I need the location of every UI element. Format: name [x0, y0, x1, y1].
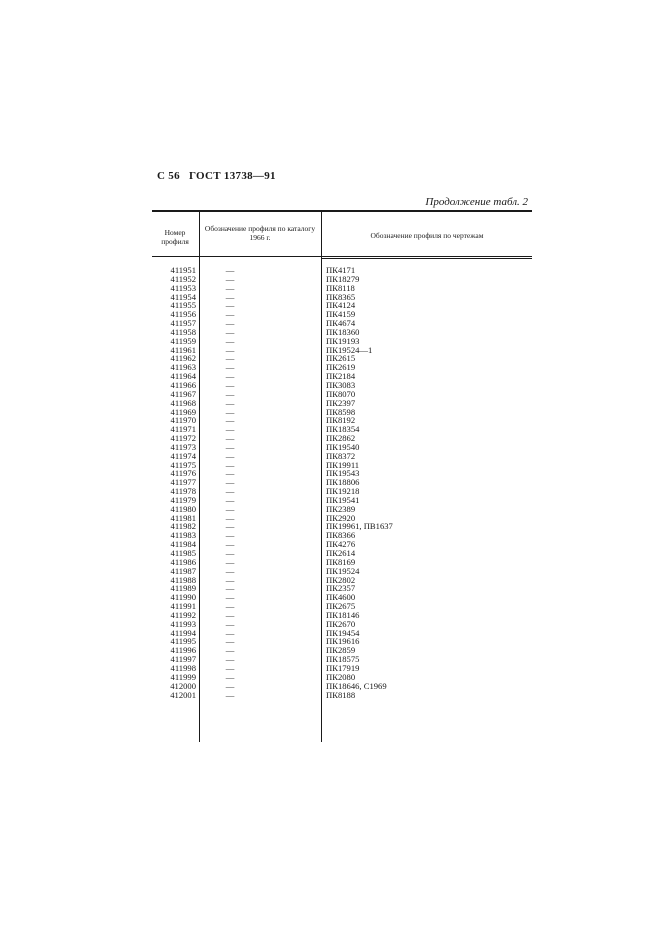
- drawing-designation: ПК4124: [326, 300, 356, 311]
- drawing-designation: ПК2862: [326, 433, 356, 444]
- page-number: С 56: [157, 170, 180, 182]
- drawing-designation: ПК8372: [326, 450, 356, 461]
- catalog-1966-designation: —: [225, 406, 235, 417]
- catalog-1966-designation: —: [225, 618, 235, 629]
- catalog-1966-designation: —: [225, 521, 235, 532]
- drawing-designation: ПК2184: [326, 371, 356, 382]
- catalog-1966-designation: —: [225, 654, 235, 665]
- profile-number: 411999: [170, 671, 196, 682]
- drawing-designation: ПК8188: [326, 689, 356, 700]
- catalog-1966-designation: —: [225, 433, 235, 444]
- profile-number: 411979: [170, 494, 196, 505]
- profile-number: 411976: [170, 468, 196, 479]
- catalog-1966-designation: —: [225, 503, 235, 514]
- table-header-rule: [152, 256, 532, 257]
- profile-number: 411988: [170, 574, 196, 585]
- catalog-1966-designation: —: [225, 548, 235, 558]
- drawing-designation: ПК8070: [326, 388, 356, 399]
- drawing-designation: ПК2619: [326, 362, 356, 373]
- profile-number: 411958: [170, 326, 196, 337]
- drawing-designation: ПК18806: [326, 477, 360, 488]
- profile-number: 411986: [170, 556, 196, 567]
- profile-number: 411980: [170, 503, 196, 514]
- profile-number: 411981: [170, 512, 196, 523]
- catalog-1966-designation: —: [225, 353, 235, 364]
- drawing-designation: ПК8598: [326, 406, 356, 417]
- drawing-designation: ПК19218: [326, 486, 360, 497]
- drawing-designation: ПК18646, С1969: [326, 680, 387, 691]
- catalog-1966-designation: —: [225, 388, 235, 399]
- profile-number: 411974: [170, 450, 196, 461]
- profile-number: 411953: [170, 282, 196, 293]
- catalog-1966-designation: —: [225, 680, 235, 691]
- drawing-designation: ПК18146: [326, 609, 360, 620]
- profile-number: 411992: [170, 609, 196, 620]
- profile-number: 411973: [170, 441, 196, 452]
- profile-number: 411977: [170, 477, 196, 488]
- drawing-designation: ПК2614: [326, 548, 356, 558]
- standard-designation: ГОСТ 13738—91: [188, 170, 276, 182]
- catalog-1966-designation: —: [225, 273, 235, 284]
- catalog-1966-designation: —: [225, 565, 235, 576]
- drawing-designation: ПК19541: [326, 494, 360, 505]
- catalog-1966-designation: —: [225, 530, 235, 541]
- catalog-1966-designation: —: [225, 468, 235, 479]
- column-header-drawing-designation: Обозначение профиля по чертежам: [370, 231, 484, 240]
- profile-number: 411994: [170, 627, 196, 638]
- drawing-designation: ПК2802: [326, 574, 356, 585]
- catalog-1966-designation: —: [225, 441, 235, 452]
- catalog-1966-designation: —: [225, 645, 235, 656]
- catalog-1966-designation: —: [225, 300, 235, 311]
- drawing-designation: ПК2670: [326, 618, 356, 629]
- profile-number: 411956: [170, 309, 196, 320]
- catalog-1966-designation: —: [225, 335, 235, 346]
- drawing-designation: ПК8192: [326, 415, 356, 426]
- profile-number: 412000: [170, 680, 196, 691]
- drawing-designation: ПК4600: [326, 592, 356, 603]
- drawing-designation: ПК2675: [326, 601, 356, 612]
- drawing-designation: ПК19616: [326, 636, 360, 647]
- profile-number: 411983: [170, 530, 196, 541]
- catalog-1966-designation: —: [225, 371, 235, 382]
- profile-number: 411996: [170, 645, 196, 656]
- profile-number: 411951: [170, 265, 196, 275]
- catalog-1966-designation: —: [225, 344, 235, 355]
- catalog-1966-designation: —: [225, 450, 235, 461]
- drawing-designation: ПК19193: [326, 335, 360, 346]
- profile-number: 411990: [170, 592, 196, 603]
- drawing-designation: ПК8118: [326, 282, 355, 293]
- profile-number: 411975: [170, 459, 196, 470]
- drawing-designation: ПК8366: [326, 530, 356, 541]
- profile-number: 411995: [170, 636, 196, 647]
- catalog-1966-designation: —: [225, 379, 235, 390]
- catalog-1966-designation: —: [225, 601, 235, 612]
- catalog-1966-designation: —: [225, 477, 235, 488]
- drawing-designation: ПК19524: [326, 565, 360, 576]
- profile-number: 411984: [170, 539, 196, 550]
- profile-number: 411972: [170, 433, 196, 444]
- catalog-1966-designation: —: [225, 265, 235, 275]
- profile-number: 411991: [170, 601, 196, 612]
- column-header-catalog-1966: Обозначение профиля по каталогу 1966 г.: [204, 224, 316, 242]
- drawing-designation: ПК2920: [326, 512, 356, 523]
- catalog-1966-designation: —: [225, 574, 235, 585]
- drawing-designation: ПК4159: [326, 309, 356, 320]
- catalog-1966-designation: —: [225, 627, 235, 638]
- table-top-rule: [152, 210, 532, 212]
- catalog-1966-designation: —: [225, 494, 235, 505]
- drawing-designation: ПК19911: [326, 459, 360, 470]
- catalog-1966-designation: —: [225, 459, 235, 470]
- catalog-1966-designation: —: [225, 662, 235, 673]
- catalog-1966-designation: —: [225, 397, 235, 408]
- profile-number: 411952: [170, 273, 196, 284]
- catalog-1966-designation: —: [225, 592, 235, 603]
- drawing-designation: ПК19540: [326, 441, 360, 452]
- catalog-1966-designation: —: [225, 583, 235, 594]
- profile-number: 411955: [170, 300, 196, 311]
- drawing-designation: ПК3083: [326, 379, 356, 390]
- drawing-designation: ПК2397: [326, 397, 356, 408]
- column-header-number: Номер профиля: [161, 228, 189, 246]
- profile-number: 411967: [170, 388, 196, 399]
- profile-number: 411985: [170, 548, 196, 558]
- profile-number: 411998: [170, 662, 196, 673]
- profile-number: 411970: [170, 415, 196, 426]
- drawing-designation: ПК19543: [326, 468, 360, 479]
- profile-number: 411971: [170, 424, 196, 435]
- drawing-designation: ПК18354: [326, 424, 360, 435]
- drawing-designation: ПК2615: [326, 353, 356, 364]
- catalog-1966-designation: —: [225, 539, 235, 550]
- table-continuation-caption: Продолжение табл. 2: [425, 196, 528, 208]
- drawing-designation: ПК2389: [326, 503, 356, 514]
- catalog-1966-designation: —: [225, 486, 235, 497]
- catalog-1966-designation: —: [225, 326, 235, 337]
- profile-number: 411993: [170, 618, 196, 629]
- profile-number: 411957: [170, 318, 196, 329]
- profile-number: 411968: [170, 397, 196, 408]
- profile-number: 411982: [170, 521, 196, 532]
- drawing-designation: ПК2080: [326, 671, 356, 682]
- profile-number: 412001: [170, 689, 196, 700]
- catalog-1966-designation: —: [225, 415, 235, 426]
- profile-number: 411954: [170, 291, 196, 302]
- catalog-1966-designation: —: [225, 556, 235, 567]
- catalog-1966-designation: —: [225, 671, 235, 682]
- drawing-designation: ПК4674: [326, 318, 356, 329]
- profile-number: 411966: [170, 379, 196, 390]
- table-header-rule-double: [322, 258, 532, 259]
- drawing-designation: ПК4171: [326, 265, 356, 275]
- catalog-1966-designation: —: [225, 689, 235, 700]
- drawing-designation: ПК18360: [326, 326, 360, 337]
- catalog-1966-designation: —: [225, 424, 235, 435]
- drawing-designation: ПК19454: [326, 627, 360, 638]
- profile-number: 411969: [170, 406, 196, 417]
- drawing-designation: ПК17919: [326, 662, 360, 673]
- catalog-1966-designation: —: [225, 282, 235, 293]
- profile-number: 411989: [170, 583, 196, 594]
- catalog-1966-designation: —: [225, 309, 235, 320]
- profile-number: 411978: [170, 486, 196, 497]
- catalog-1966-designation: —: [225, 318, 235, 329]
- drawing-designation: ПК8365: [326, 291, 356, 302]
- drawing-designation: ПК2859: [326, 645, 356, 656]
- profile-number: 411962: [170, 353, 196, 364]
- catalog-1966-designation: —: [225, 609, 235, 620]
- table-row: [152, 691, 532, 700]
- table-body: [152, 266, 532, 699]
- catalog-1966-designation: —: [225, 636, 235, 647]
- drawing-designation: ПК2357: [326, 583, 356, 594]
- profile-number: 411964: [170, 371, 196, 382]
- drawing-designation: ПК4276: [326, 539, 356, 550]
- profile-number: 411961: [170, 344, 196, 355]
- drawing-designation: ПК18279: [326, 273, 360, 284]
- drawing-designation: ПК19961, ПВ1637: [326, 521, 393, 532]
- profile-number: 411963: [170, 362, 196, 373]
- drawing-designation: ПК18575: [326, 654, 360, 665]
- drawing-designation: ПК19524—1: [326, 344, 373, 355]
- profile-number: 411987: [170, 565, 196, 576]
- drawing-designation: ПК8169: [326, 556, 356, 567]
- profile-number: 411959: [170, 335, 196, 346]
- page-header: [157, 170, 282, 182]
- profile-number: 411997: [170, 654, 196, 665]
- catalog-1966-designation: —: [225, 291, 235, 302]
- catalog-1966-designation: —: [225, 362, 235, 373]
- catalog-1966-designation: —: [225, 512, 235, 523]
